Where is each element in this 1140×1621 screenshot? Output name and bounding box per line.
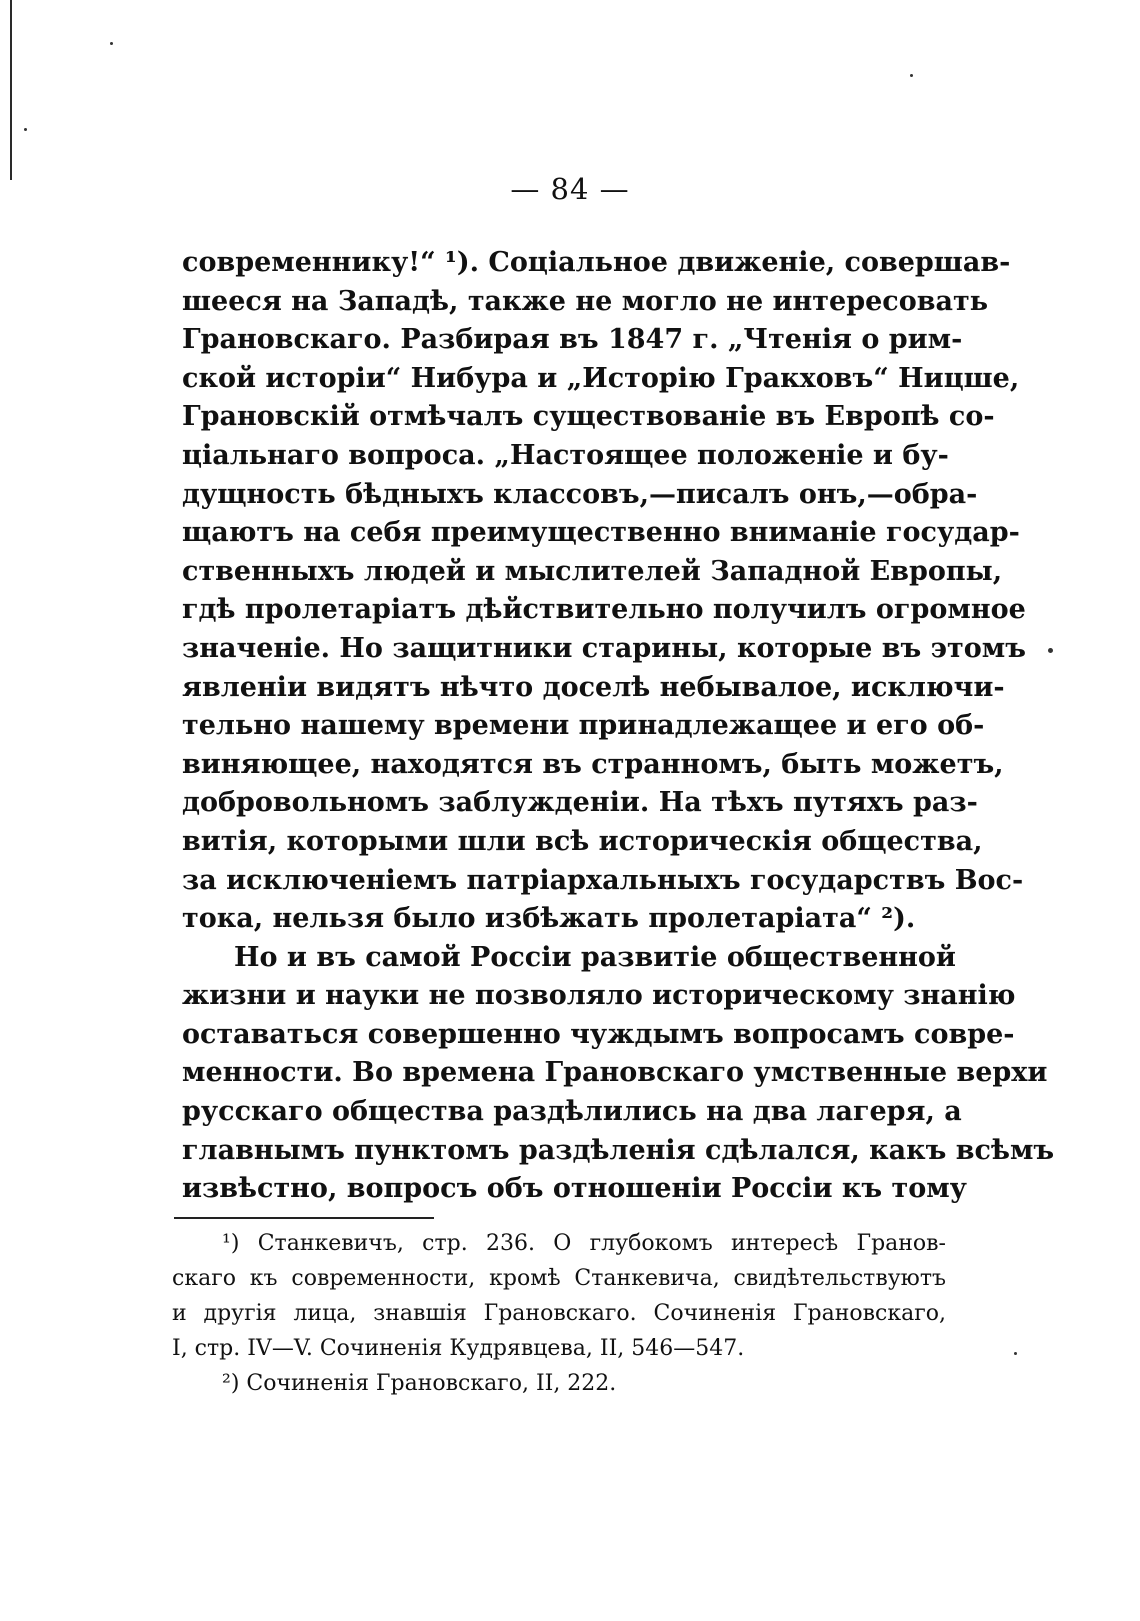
text-line: значеніе. Но защитники старины, которые въ этомъ (182, 632, 1026, 664)
main-text (182, 244, 1055, 1209)
text-line: добровольномъ заблужденіи. На тѣхъ путяхъ раз- (182, 787, 978, 819)
text-line: менности. Во времена Грановскаго умственные верхи (182, 1057, 1048, 1089)
text-line: оставаться совершенно чуждымъ вопросамъ совре- (182, 1018, 1015, 1050)
text-line: жизни и науки не позволяло историческому знанію (182, 980, 1016, 1012)
text-line: ской исторіи“ Нибура и „Исторію Гракховъ“ Ницше, (182, 362, 1020, 394)
text-line: тельно нашему времени принадлежащее и его об- (182, 710, 985, 742)
text-line: виняющее, находятся въ странномъ, быть можетъ, (182, 748, 1004, 780)
footnote-1-line: скаго къ современности, кромѣ Станкевича, свидѣтельствуютъ (172, 1266, 946, 1291)
text-line: главнымъ пунктомъ раздѣленія сдѣлался, какъ всѣмъ (182, 1134, 1055, 1166)
footnote-divider (174, 1217, 434, 1219)
scan-speck (1014, 1352, 1017, 1355)
footnote-1-line: I, стр. IV—V. Сочиненія Кудрявцева, II, 546—547. (172, 1336, 745, 1361)
scan-speck (110, 42, 113, 45)
text-line: за исключеніемъ патріархальныхъ государствъ Вос- (182, 864, 1024, 896)
page-edge-mark (10, 0, 12, 180)
text-line: щаютъ на себя преимущественно вниманіе государ- (182, 517, 1020, 549)
text-line: современнику!“ ¹). Соціальное движеніе, совершав- (182, 247, 1011, 278)
scan-speck (24, 128, 27, 131)
footnote-1-line: и другія лица, знавшія Грановскаго. Сочиненія Грановскаго, (172, 1301, 946, 1326)
text-line: шееся на Западѣ, также не могло не интересовать (182, 285, 989, 317)
scan-speck (1048, 648, 1053, 653)
text-line: тока, нельзя было избѣжать пролетаріата“ ²). (182, 903, 916, 935)
footnotes (172, 1226, 946, 1401)
text-line: русскаго общества раздѣлились на два лагеря, а (182, 1096, 962, 1128)
text-line: Грановскій отмѣчалъ существованіе въ Европѣ со- (182, 401, 995, 433)
scan-speck (910, 74, 913, 77)
text-line: дущность бѣдныхъ классовъ,—писалъ онъ,—обра- (182, 478, 978, 510)
text-line: явленіи видятъ нѣчто доселѣ небывалое, исключи- (182, 671, 1005, 703)
text-line: ственныхъ людей и мыслителей Западной Европы, (182, 555, 1003, 587)
text-line: ціальнаго вопроса. „Настоящее положеніе и бу- (182, 439, 949, 471)
page-number: — 84 — (510, 172, 630, 206)
text-line: извѣстно, вопросъ объ отношеніи Россіи къ тому (182, 1173, 967, 1205)
footnote-2: ²) Сочиненія Грановскаго, II, 222. (222, 1371, 617, 1396)
footnote-1-line: ¹) Станкевичъ, стр. 236. О глубокомъ интересѣ Гранов- (222, 1231, 946, 1256)
text-line: витія, которыми шли всѣ историческія общества, (182, 825, 983, 857)
text-line-paragraph-start: Но и въ самой Россіи развитіе общественной (234, 941, 956, 973)
text-line: гдѣ пролетаріатъ дѣйствительно получилъ огромное (182, 594, 1026, 626)
text-line: Грановскаго. Разбирая въ 1847 г. „Чтенія о рим- (182, 324, 963, 356)
